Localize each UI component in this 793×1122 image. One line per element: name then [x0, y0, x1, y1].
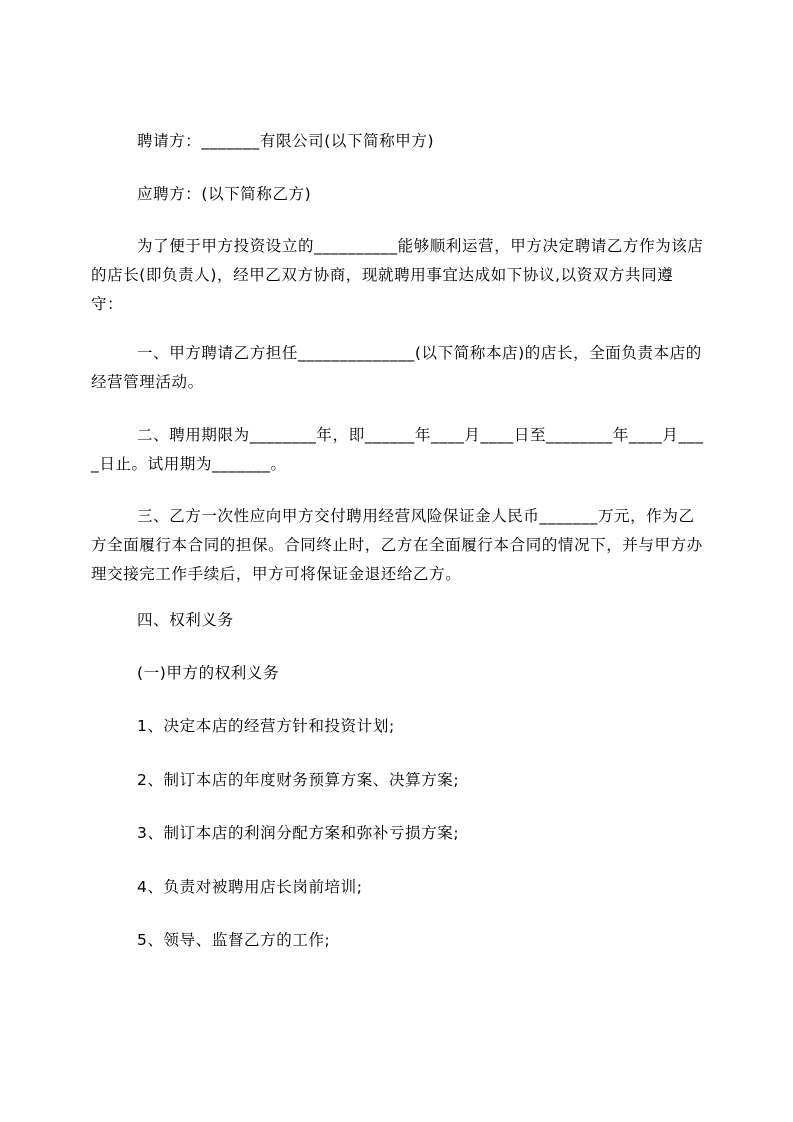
list-item: 3、制订本店的利润分配方案和弥补亏损方案; — [137, 824, 460, 842]
clause-3-paragraph: 三、乙方一次性应向甲方交付聘用经营风险保证金人民币_______万元，作为乙方全面履行本合同的担保。合同终止时，乙方在全面履行本合同的情况下，并与甲方办理交接完工作手续后，甲方可将保证金退还给乙方。 — [91, 507, 703, 583]
list-item: 4、负责对被聘用店长岗前培训; — [137, 878, 363, 896]
list-item: 2、制订本店的年度财务预算方案、决算方案; — [137, 771, 460, 789]
clause-1-paragraph: 一、甲方聘请乙方担任______________(以下简称本店)的店长，全面负责本店的经营管理活动。 — [91, 344, 702, 391]
section-4-title: 四、权利义务 — [137, 611, 234, 629]
subsection-a-title: (一)甲方的权利义务 — [137, 664, 280, 682]
party-b-line: 应聘方：(以下简称乙方) — [137, 185, 312, 203]
party-a-line: 聘请方：_______有限公司(以下简称甲方) — [137, 132, 435, 150]
preamble-paragraph: 为了便于甲方投资设立的__________能够顺利运营，甲方决定聘请乙方作为该店的店长(即负责人)，经甲乙双方协商，现就聘用事宜达成如下协议,以资双方共同遵守： — [91, 237, 704, 313]
clause-2-paragraph: 二、聘用期限为________年，即______年____月____日至________年____月____日止。试用期为_______。 — [91, 426, 704, 473]
list-item: 5、领导、监督乙方的工作; — [137, 931, 331, 949]
list-item: 1、决定本店的经营方针和投资计划; — [137, 717, 395, 735]
